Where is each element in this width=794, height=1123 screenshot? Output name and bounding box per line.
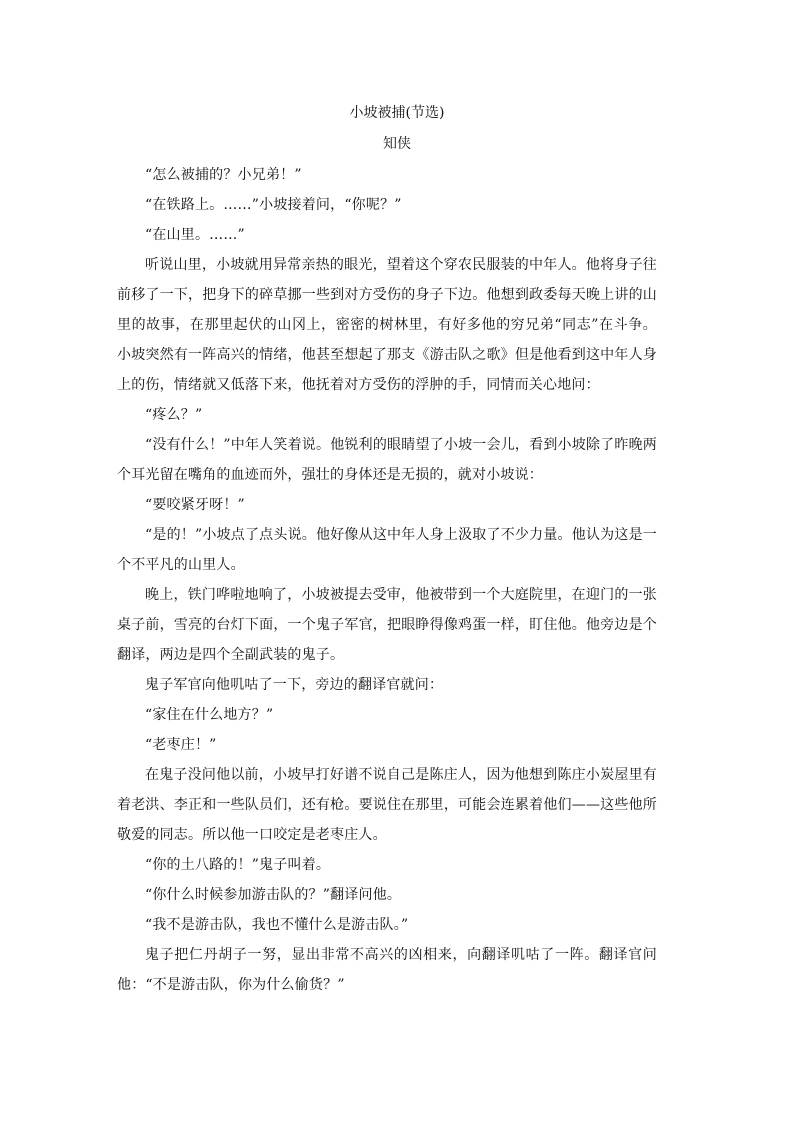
paragraph: 鬼子军官向他叽咕了一下，旁边的翻译官就问：	[145, 677, 444, 693]
paragraph: “是的！”小坡点了点头说。他好像从这中年人身上汲取了不少力量。他认为这是一个不平凡的山里人。	[117, 527, 657, 573]
document-title: 小坡被捕(节选)	[349, 105, 445, 121]
document-author: 知侠	[383, 136, 411, 152]
paragraph: “你的土八路的！”鬼子叫着。	[145, 857, 331, 873]
document-body	[117, 160, 657, 1000]
paragraph: 晚上，铁门哗啦地响了，小坡被提去受审，他被带到一个大庭院里，在迎门的一张桌子前，雪亮的台灯下面，一个鬼子军官，把眼睁得像鸡蛋一样，盯住他。他旁边是个翻译，两边是四个全副武装的鬼子。	[117, 587, 657, 663]
paragraph: “在铁路上。……”小坡接着问，“你呢？”	[145, 197, 402, 213]
paragraph: “你什么时候参加游击队的？”翻译问他。	[145, 887, 402, 903]
paragraph: “家住在什么地方？”	[145, 707, 274, 723]
paragraph: “没有什么！”中年人笑着说。他锐利的眼睛望了小坡一会儿，看到小坡除了昨晚两个耳光留在嘴角的血迹而外，强壮的身体还是无损的，就对小坡说：	[117, 437, 657, 483]
paragraph: 鬼子把仁丹胡子一努，显出非常不高兴的凶相来，向翻译叽咕了一阵。翻译官问他：“不是游击队，你为什么偷货？”	[117, 947, 657, 993]
paragraph: “疼么？”	[145, 407, 203, 423]
paragraph: “在山里。……”	[145, 227, 245, 243]
paragraph: “怎么被捕的？小兄弟！”	[145, 167, 302, 183]
paragraph: 在鬼子没问他以前，小坡早打好谱不说自己是陈庄人，因为他想到陈庄小炭屋里有着老洪、李正和一些队员们，还有枪。要说住在那里，可能会连累着他们——这些他所敬爱的同志。所以他一口咬定是老枣庄人。	[117, 767, 657, 843]
paragraph: “要咬紧牙呀！”	[145, 497, 245, 513]
paragraph: 听说山里，小坡就用异常亲热的眼光，望着这个穿农民服装的中年人。他将身子往前移了一下，把身下的碎草挪一些到对方受伤的身子下边。他想到政委每天晚上讲的山里的故事，在那里起伏的山冈上，密密的树林里，有好多他的穷兄弟“同志”在斗争。小坡突然有一阵高兴的情绪，他甚至想起了那支《游击队之歌》但是他看到这中年人身上的伤，情绪就又低落下来，他抚着对方受伤的浮肿的手，同情而关心地问：	[117, 257, 657, 393]
paragraph: “我不是游击队，我也不懂什么是游击队。”	[145, 917, 409, 933]
paragraph: “老枣庄！”	[145, 737, 217, 753]
